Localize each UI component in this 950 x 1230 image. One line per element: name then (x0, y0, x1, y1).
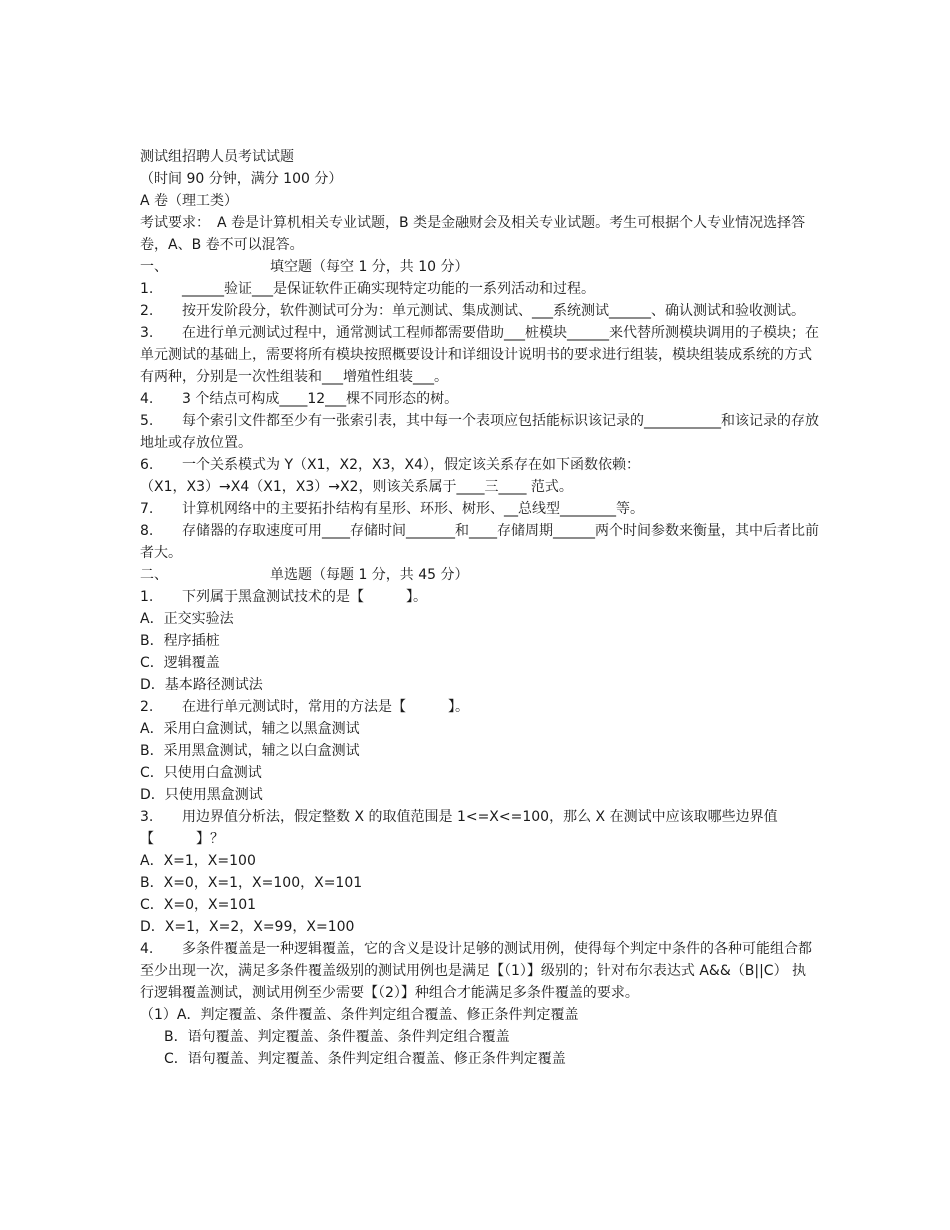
exam-requirements: 考试要求： A 卷是计算机相关专业试题，B 类是金融财会及相关专业试题。考生可根据个人专业情况选择答卷，A、B 卷不可以混答。 (140, 215, 806, 253)
section1-title: 填空题（每空 1 分，共 10 分） (270, 259, 469, 275)
choice-q1-option-a: A．正交实验法 (140, 611, 234, 627)
choice-q1-option-b: B．程序插桩 (140, 633, 220, 649)
choice-q2-option-c: C．只使用白盒测试 (140, 765, 262, 781)
choice-q2-option-d: D．只使用黑盒测试 (140, 787, 263, 803)
fill-item-2: 2. 按开发阶段分，软件测试可分为：单元测试、集成测试、___系统测试______、确认测试和验收测试。 (140, 303, 805, 319)
choice-q3-option-b: B．X=0，X=1，X=100，X=101 (140, 875, 363, 891)
section2-heading (140, 564, 820, 586)
fill-item-1: 1. ______验证___是保证软件正确实现特定功能的一系列活动和过程。 (140, 281, 595, 297)
section1-heading (140, 256, 820, 278)
section2-number: 二、 (140, 567, 168, 583)
fill-item-3: 3. 在进行单元测试过程中，通常测试工程师都需要借助___桩模块______来代替所测模块调用的子模块；在单元测试的基础上，需要将所有模块按照概要设计和详细设计说明书的要求进行组装，模块组装成系统的方式有两种，分别是一次性组装和___增殖性组装___。 (140, 325, 819, 385)
fill-item-5: 5. 每个索引文件都至少有一张索引表，其中每一个表项应包括能标识该记录的___________和该记录的存放地址或存放位置。 (140, 413, 819, 451)
choice-q2-option-b: B．采用黑盒测试，辅之以白盒测试 (140, 743, 360, 759)
choice-q1: 1. 下列属于黑盒测试技术的是【 】。 (140, 589, 427, 605)
paper-label: A 卷（理工类） (140, 193, 239, 209)
choice-q3-option-a: A．X=1，X=100 (140, 853, 256, 869)
choice-q4-sub1-option-a: （1）A．判定覆盖、条件覆盖、条件判定组合覆盖、修正条件判定覆盖 (140, 1007, 579, 1023)
choice-q1-option-d: D．基本路径测试法 (140, 677, 263, 693)
section1-number: 一、 (140, 259, 168, 275)
exam-duration: （时间 90 分钟，满分 100 分） (140, 171, 343, 187)
choice-q4: 4. 多条件覆盖是一种逻辑覆盖，它的含义是设计足够的测试用例，使得每个判定中条件的各种可能组合都至少出现一次，满足多条件覆盖级别的测试用例也是满足【（1）】级别的；针对布尔表达式 A&&（B||C） 执行逻辑覆盖测试，测试用例至少需要【（2）】种组合才能满足多条件覆盖的要求。 (140, 941, 812, 1001)
fill-item-6: 6. 一个关系模式为 Y（X1，X2，X3，X4），假定该关系存在如下函数依赖： (140, 457, 640, 473)
choice-q2-option-a: A．采用白盒测试，辅之以黑盒测试 (140, 721, 360, 737)
choice-q3-option-c: C．X=0，X=101 (140, 897, 257, 913)
section2-title: 单选题（每题 1 分，共 45 分） (270, 567, 469, 583)
fill-item-4: 4. 3 个结点可构成____12___棵不同形态的树。 (140, 391, 459, 407)
fill-item-6-continued: （X1，X3）→X4（X1，X3）→X2，则该关系属于____三____ 范式。 (140, 479, 573, 495)
choice-q4-sub1-option-b: B．语句覆盖、判定覆盖、条件覆盖、条件判定组合覆盖 (164, 1029, 510, 1045)
fill-item-8: 8. 存储器的存取速度可用____存储时间_______和____存储周期______两个时间参数来衡量，其中后者比前者大。 (140, 523, 819, 561)
choice-q2: 2. 在进行单元测试时，常用的方法是【 】。 (140, 699, 469, 715)
fill-item-7: 7. 计算机网络中的主要拓扑结构有星形、环形、树形、__总线型________等。 (140, 501, 644, 517)
document-title: 测试组招聘人员考试试题 (140, 149, 294, 165)
choice-q3: 3. 用边界值分析法，假定整数 X 的取值范围是 1<=X<=100，那么 X 在测试中应该取哪些边界值【 】？ (140, 809, 778, 847)
document-page (140, 146, 820, 1070)
choice-q3-option-d: D．X=1，X=2，X=99，X=100 (140, 919, 355, 935)
choice-q1-option-c: C．逻辑覆盖 (140, 655, 220, 671)
choice-q4-sub1-option-c: C．语句覆盖、判定覆盖、条件判定组合覆盖、修正条件判定覆盖 (164, 1051, 566, 1067)
